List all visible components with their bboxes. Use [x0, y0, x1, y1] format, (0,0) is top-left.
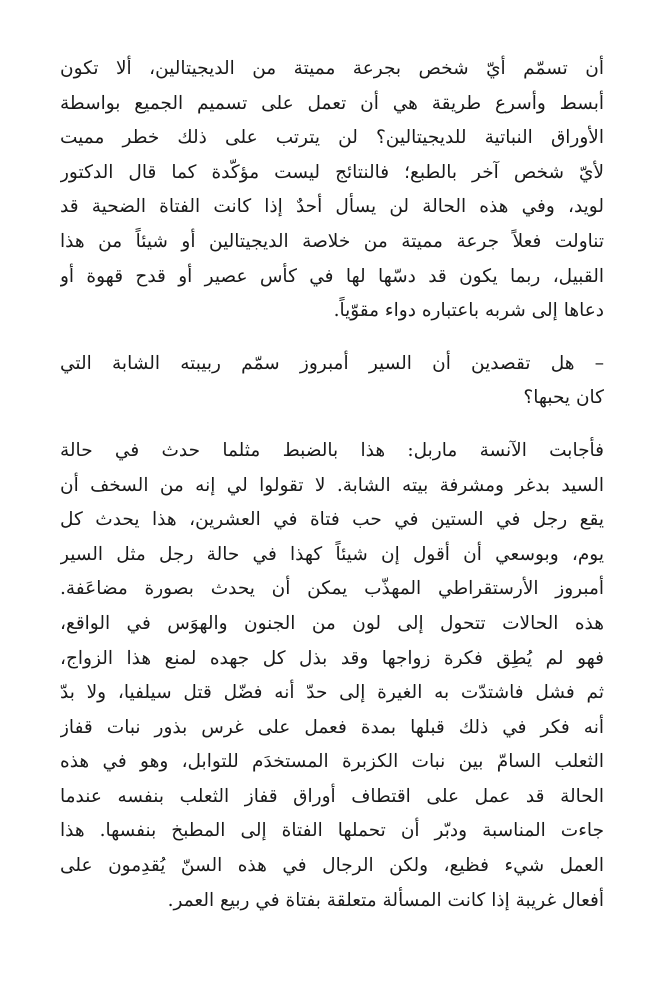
text-line: لويد، وفي هذه الحالة لن يسأل أحدٌ إذا كانت الفتاة الضحية قد — [60, 196, 604, 218]
text-line: أفعال غريبة إذا كانت المسألة متعلقة بفتاة في ربيع العمر. — [167, 889, 604, 911]
text-line: السيد بدغر ومشرفة بيته الشابة. لا تقولوا لي إنه من السخف أن — [60, 474, 604, 496]
paragraph-gap — [60, 329, 604, 347]
text-line: أبسط وأسرع طريقة هي أن تعمل على تسميم الجميع بواسطة — [60, 92, 604, 114]
text-line: الأوراق النباتية للديجيتالين؟ لن يترتب على ذلك خطر مميت — [60, 127, 604, 149]
text-line: فهو لم يُطِق فكرة زواجها وقد بذل كل جهده لمنع هذا الزواج، — [60, 647, 604, 669]
paragraph-2-dialogue — [60, 347, 604, 416]
text-line: يوم، وبوسعي أن أقول إن شيئاً كهذا في حالة رجل مثل السير — [60, 543, 604, 565]
text-line: أمبروز الأرستقراطي المهذّب يمكن أن يحدث بصورة مضاعَفة. — [60, 578, 604, 600]
text-line: فأجابت الآنسة ماربل: هذا بالضبط مثلما حدث في حالة — [60, 439, 604, 461]
paragraph-3 — [60, 434, 604, 918]
paragraph-gap — [60, 416, 604, 434]
text-line: لأيّ شخص آخر بالطبع؛ فالنتائج ليست مؤكّدة كما قال الدكتور — [60, 161, 604, 183]
text-line: القبيل، ربما يكون قد دسّها لها في كأس عصير أو قدح قهوة أو — [60, 265, 604, 287]
text-line: أن تسمّم أيّ شخص بجرعة مميتة من الديجيتالين، ألا تكون — [60, 58, 604, 79]
text-line: ثم فشل فاشتدّت به الغيرة إلى حدّ أنه فضّل قتل سيلفيا، ولا بدّ — [60, 682, 604, 704]
book-page — [60, 52, 604, 982]
text-line: الحالة قد عمل على اقتطاف أوراق قفاز الثعلب بنفسه عندما — [60, 785, 604, 807]
text-line: كان يحبها؟ — [523, 387, 604, 409]
text-line: هذه الحالات تتحول إلى لون من الجنون والهوَس في الواقع، — [60, 612, 604, 634]
text-line: العمل شيء فظيع، ولكن الرجال في هذه السنّ يُقدِمون على — [60, 855, 604, 877]
text-line: الثعلب السامّ بين نبات الكزبرة المستخدَم للتوابل، وهو في هذه — [60, 751, 604, 773]
text-line: أنه فكر في ذلك قبلها بمدة فعمل على غرس بذور نبات قفاز — [60, 716, 604, 738]
text-line: – هل تقصدين أن السير أمبروز سمّم ربيبته الشابة التي — [60, 352, 604, 374]
paragraph-1 — [60, 52, 604, 329]
text-line: دعاها إلى شربه باعتباره دواء مقوّياً. — [333, 300, 604, 322]
text-line: جاءت المناسبة ودبّر أن تحملها الفتاة إلى المطبخ بنفسها. هذا — [60, 820, 604, 842]
text-line: يقع رجل في الستين في حب فتاة في العشرين، هذا يحدث كل — [60, 509, 604, 531]
text-line: تناولت فعلاً جرعة مميتة من خلاصة الديجيتالين أو شيئاً من هذا — [60, 230, 604, 252]
